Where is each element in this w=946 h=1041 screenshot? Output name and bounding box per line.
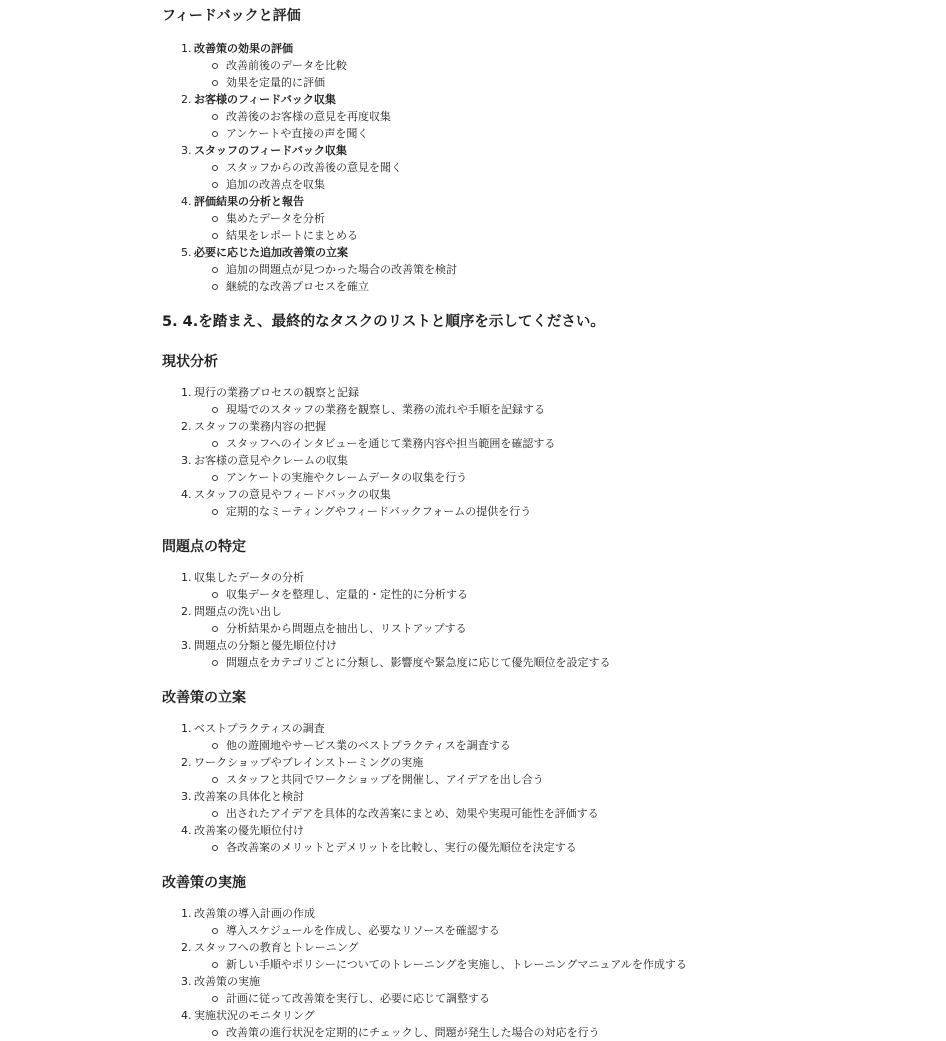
list-number: 3. bbox=[181, 144, 192, 157]
list-number: 2. bbox=[181, 605, 192, 618]
list-number: 4. bbox=[181, 195, 192, 208]
sub-list-item: 改善後のお客様の意見を再度収集 bbox=[194, 108, 946, 125]
sub-list bbox=[194, 839, 946, 856]
document-body bbox=[162, 0, 946, 1041]
ordered-list-current-analysis bbox=[162, 384, 946, 520]
sub-list bbox=[194, 108, 946, 142]
list-item bbox=[162, 822, 946, 856]
list-item-label: 問題点の分類と優先順位付け bbox=[194, 639, 337, 652]
list-item-label: ベストプラクティスの調査 bbox=[194, 722, 325, 735]
list-number: 4. bbox=[181, 488, 192, 501]
sub-list-item: 定期的なミーティングやフィードバックフォームの提供を行う bbox=[194, 503, 946, 520]
sub-list-item: 現場でのスタッフの業務を観察し、業務の流れや手順を記録する bbox=[194, 401, 946, 418]
main-question-heading: 5. 4.を踏まえ、最終的なタスクのリストと順序を示してください。 bbox=[162, 314, 605, 330]
sub-list-item: スタッフへのインタビューを通じて業務内容や担当範囲を確認する bbox=[194, 435, 946, 452]
list-number: 2. bbox=[181, 420, 192, 433]
list-item bbox=[162, 193, 946, 244]
sub-list bbox=[194, 401, 946, 418]
sub-list bbox=[194, 990, 946, 1007]
list-number: 1. bbox=[181, 386, 192, 399]
list-item bbox=[162, 244, 946, 295]
list-item bbox=[162, 754, 946, 788]
sub-list-item: 集めたデータを分析 bbox=[194, 210, 946, 227]
list-item bbox=[162, 973, 946, 1007]
sub-list-item: 各改善案のメリットとデメリットを比較し、実行の優先順位を決定する bbox=[194, 839, 946, 856]
list-number: 1. bbox=[181, 571, 192, 584]
list-item-label: 実施状況のモニタリング bbox=[194, 1009, 315, 1022]
list-number: 1. bbox=[181, 42, 192, 55]
sub-list-item: 追加の問題点が見つかった場合の改善策を検討 bbox=[194, 261, 946, 278]
spacer bbox=[162, 711, 946, 720]
list-number: 4. bbox=[181, 1009, 192, 1022]
sub-list-item: スタッフと共同でワークショップを開催し、アイデアを出し合う bbox=[194, 771, 946, 788]
list-item-label: 収集したデータの分析 bbox=[194, 571, 304, 584]
list-number: 2. bbox=[181, 93, 192, 106]
sub-list-item: 継続的な改善プロセスを確立 bbox=[194, 278, 946, 295]
sub-list bbox=[194, 435, 946, 452]
ordered-list-implementation bbox=[162, 905, 946, 1041]
sub-list-item: 効果を定量的に評価 bbox=[194, 74, 946, 91]
list-item-label: 必要に応じた追加改善策の立案 bbox=[194, 246, 348, 259]
sub-list bbox=[194, 159, 946, 193]
list-item bbox=[162, 142, 946, 193]
list-item bbox=[162, 720, 946, 754]
spacer bbox=[162, 856, 946, 870]
list-number: 5. bbox=[181, 246, 192, 259]
sub-list-item: 計画に従って改善策を実行し、必要に応じて調整する bbox=[194, 990, 946, 1007]
sub-list bbox=[194, 771, 946, 788]
spacer bbox=[162, 31, 946, 40]
sub-list bbox=[194, 210, 946, 244]
list-item-label: お客様の意見やクレームの収集 bbox=[194, 454, 348, 467]
list-item-label: 改善策の効果の評価 bbox=[194, 42, 293, 55]
list-item bbox=[162, 91, 946, 142]
sub-list-item: アンケートや直接の声を聞く bbox=[194, 125, 946, 142]
sub-list bbox=[194, 805, 946, 822]
section-heading-feedback: フィードバックと評価 bbox=[162, 8, 301, 24]
sub-list-item: アンケートの実施やクレームデータの収集を行う bbox=[194, 469, 946, 486]
list-item bbox=[162, 603, 946, 637]
sub-list bbox=[194, 469, 946, 486]
section-heading-current-analysis: 現状分析 bbox=[162, 354, 218, 370]
sub-list bbox=[194, 956, 946, 973]
sub-list-item: 他の遊園地やサービス業のベストプラクティスを調査する bbox=[194, 737, 946, 754]
sub-list bbox=[194, 922, 946, 939]
list-number: 4. bbox=[181, 824, 192, 837]
sub-list bbox=[194, 737, 946, 754]
list-number: 1. bbox=[181, 907, 192, 920]
sub-list-item: 問題点をカテゴリごとに分類し、影響度や緊急度に応じて優先順位を設定する bbox=[194, 654, 946, 671]
list-number: 2. bbox=[181, 941, 192, 954]
list-number: 3. bbox=[181, 790, 192, 803]
list-item-label: スタッフの意見やフィードバックの収集 bbox=[194, 488, 391, 501]
spacer bbox=[162, 295, 946, 309]
list-item-label: 改善案の具体化と検討 bbox=[194, 790, 304, 803]
section-heading-problem-identification: 問題点の特定 bbox=[162, 539, 246, 555]
sub-list bbox=[194, 586, 946, 603]
spacer bbox=[162, 375, 946, 384]
sub-list-item: 収集データを整理し、定量的・定性的に分析する bbox=[194, 586, 946, 603]
list-item-label: スタッフの業務内容の把握 bbox=[194, 420, 326, 433]
sub-list bbox=[194, 620, 946, 637]
spacer bbox=[162, 671, 946, 685]
sub-list bbox=[194, 1024, 946, 1041]
list-item-label: 評価結果の分析と報告 bbox=[194, 195, 304, 208]
list-item bbox=[162, 939, 946, 973]
sub-list-item: 新しい手順やポリシーについてのトレーニングを実施し、トレーニングマニュアルを作成する bbox=[194, 956, 946, 973]
ordered-list-improvement-planning bbox=[162, 720, 946, 856]
sub-list-item: 分析結果から問題点を抽出し、リストアップする bbox=[194, 620, 946, 637]
list-item bbox=[162, 637, 946, 671]
spacer bbox=[162, 896, 946, 905]
list-number: 3. bbox=[181, 454, 192, 467]
list-item bbox=[162, 40, 946, 91]
spacer bbox=[162, 335, 946, 349]
list-item-label: 改善案の優先順位付け bbox=[194, 824, 304, 837]
list-item bbox=[162, 384, 946, 418]
ordered-list-feedback bbox=[162, 40, 946, 295]
list-item bbox=[162, 905, 946, 939]
list-item-label: 改善策の導入計画の作成 bbox=[194, 907, 315, 920]
sub-list-item: 改善策の進行状況を定期的にチェックし、問題が発生した場合の対応を行う bbox=[194, 1024, 946, 1041]
sub-list-item: 改善前後のデータを比較 bbox=[194, 57, 946, 74]
sub-list-item: 結果をレポートにまとめる bbox=[194, 227, 946, 244]
list-number: 3. bbox=[181, 975, 192, 988]
list-item-label: 現行の業務プロセスの観察と記録 bbox=[194, 386, 359, 399]
sub-list bbox=[194, 503, 946, 520]
sub-list bbox=[194, 57, 946, 91]
list-item-label: ワークショップやブレインストーミングの実施 bbox=[194, 756, 424, 769]
list-item-label: お客様のフィードバック収集 bbox=[194, 93, 336, 106]
spacer bbox=[162, 560, 946, 569]
list-number: 1. bbox=[181, 722, 192, 735]
list-item-label: 改善策の実施 bbox=[194, 975, 260, 988]
list-item bbox=[162, 418, 946, 452]
list-item-label: 問題点の洗い出し bbox=[194, 605, 282, 618]
list-item bbox=[162, 486, 946, 520]
sub-list bbox=[194, 654, 946, 671]
list-item-label: スタッフへの教育とトレーニング bbox=[194, 941, 359, 954]
list-number: 3. bbox=[181, 639, 192, 652]
list-item bbox=[162, 452, 946, 486]
list-item bbox=[162, 569, 946, 603]
list-number: 2. bbox=[181, 756, 192, 769]
section-heading-implementation: 改善策の実施 bbox=[162, 875, 246, 891]
sub-list-item: 追加の改善点を収集 bbox=[194, 176, 946, 193]
list-item-label: スタッフのフィードバック収集 bbox=[194, 144, 347, 157]
list-item bbox=[162, 788, 946, 822]
ordered-list-problem-identification bbox=[162, 569, 946, 671]
sub-list-item: スタッフからの改善後の意見を聞く bbox=[194, 159, 946, 176]
sub-list-item: 導入スケジュールを作成し、必要なリソースを確認する bbox=[194, 922, 946, 939]
sub-list bbox=[194, 261, 946, 295]
spacer bbox=[162, 520, 946, 534]
section-heading-improvement-planning: 改善策の立案 bbox=[162, 690, 246, 706]
sub-list-item: 出されたアイデアを具体的な改善案にまとめ、効果や実現可能性を評価する bbox=[194, 805, 946, 822]
list-item bbox=[162, 1007, 946, 1041]
